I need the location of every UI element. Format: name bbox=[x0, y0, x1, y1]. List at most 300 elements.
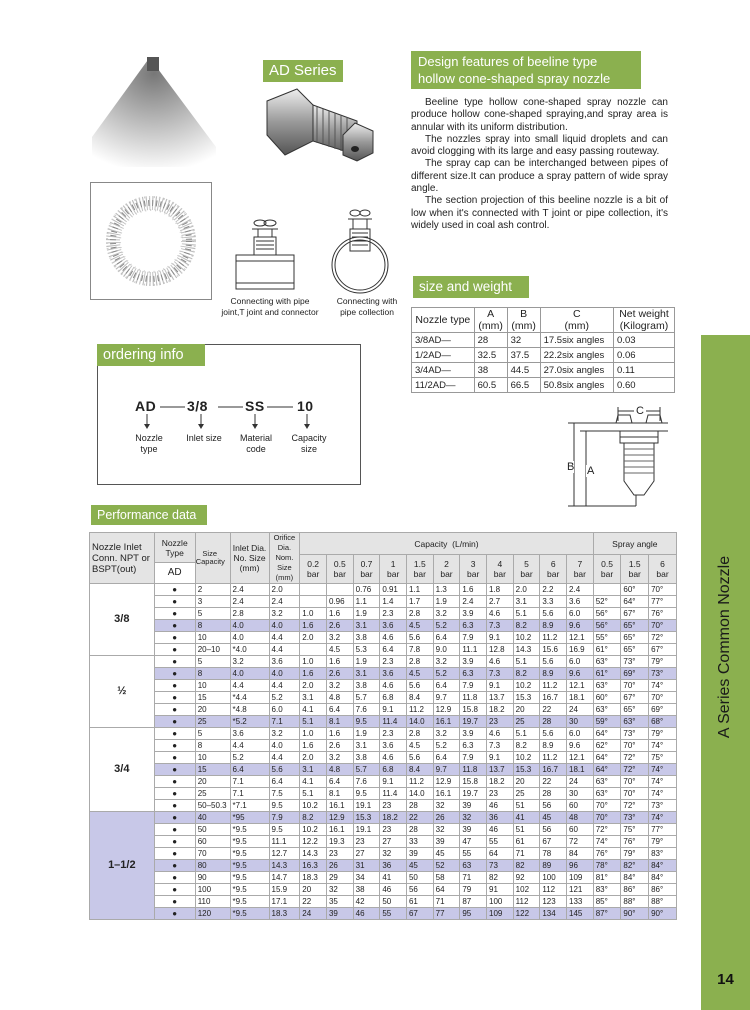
capacity-cell: 13.7 bbox=[487, 692, 514, 704]
capacity-cell: 4.6 bbox=[380, 752, 407, 764]
capacity-cell: 58 bbox=[433, 872, 460, 884]
sidebar-text: A Series Common Nozzle bbox=[716, 555, 733, 739]
bullet-icon: ● bbox=[154, 800, 195, 812]
page-number: 14 bbox=[701, 960, 750, 1010]
capacity-cell: 5.1 bbox=[513, 656, 540, 668]
angle-cell: 56° bbox=[593, 620, 621, 632]
angle-cell: 72° bbox=[621, 764, 649, 776]
table-row bbox=[90, 728, 677, 740]
angle-cell: 73° bbox=[621, 728, 649, 740]
cell-cap: 20–10 bbox=[195, 644, 230, 656]
cell-cap: 20 bbox=[195, 704, 230, 716]
capacity-cell: 0.76 bbox=[353, 584, 380, 596]
capacity-cell: 5.1 bbox=[513, 728, 540, 740]
bullet-icon: ● bbox=[154, 824, 195, 836]
angle-cell: 82° bbox=[621, 860, 649, 872]
cell-inlet: *9.5 bbox=[230, 848, 269, 860]
table-row bbox=[90, 872, 677, 884]
capacity-cell: 1.4 bbox=[380, 596, 407, 608]
capacity-cell: 3.2 bbox=[433, 656, 460, 668]
cell-cap: 20 bbox=[195, 776, 230, 788]
capacity-cell: 52 bbox=[433, 860, 460, 872]
pipe-caption-line1: Connecting with bbox=[336, 296, 398, 306]
bullet-icon: ● bbox=[154, 716, 195, 728]
cell-inlet: 5.2 bbox=[230, 752, 269, 764]
angle-cell: 76° bbox=[621, 836, 649, 848]
capacity-cell: 22 bbox=[300, 896, 327, 908]
capacity-cell: 4.6 bbox=[380, 632, 407, 644]
capacity-cell: 56 bbox=[540, 800, 567, 812]
capacity-cell: 19.7 bbox=[460, 788, 487, 800]
capacity-cell: 7.3 bbox=[487, 668, 514, 680]
capacity-cell: 38 bbox=[353, 884, 380, 896]
cell-inlet: 4.0 bbox=[230, 668, 269, 680]
size-weight-row bbox=[412, 333, 675, 348]
capacity-cell: 15.8 bbox=[460, 704, 487, 716]
cell-orif: 14.7 bbox=[269, 872, 300, 884]
angle-cell: 79° bbox=[649, 836, 677, 848]
t-joint-caption bbox=[220, 296, 320, 318]
capacity-cell: 3.8 bbox=[353, 632, 380, 644]
capacity-cell: 5.1 bbox=[300, 788, 327, 800]
size-weight-header: Net weight (Kilogram) bbox=[614, 308, 675, 333]
cell-orif: 9.5 bbox=[269, 824, 300, 836]
size-weight-row bbox=[412, 378, 675, 393]
capacity-cell: 45 bbox=[540, 812, 567, 824]
capacity-cell: 102 bbox=[513, 884, 540, 896]
capacity-cell: 3.2 bbox=[326, 632, 353, 644]
capacity-cell: 5.6 bbox=[540, 608, 567, 620]
capacity-cell: 84 bbox=[567, 848, 594, 860]
capacity-cell: 0.96 bbox=[326, 596, 353, 608]
angle-cell: 74° bbox=[649, 776, 677, 788]
capacity-cell: 1.1 bbox=[353, 596, 380, 608]
capacity-cell: 32 bbox=[326, 884, 353, 896]
capacity-cell: 8.1 bbox=[326, 788, 353, 800]
capacity-cell: 16.1 bbox=[433, 716, 460, 728]
capacity-cell: 2.8 bbox=[406, 728, 433, 740]
angle-cell: 84° bbox=[649, 860, 677, 872]
table-row bbox=[90, 896, 677, 908]
ordering-title: ordering info bbox=[97, 344, 205, 366]
cell-inlet: *9.5 bbox=[230, 896, 269, 908]
capacity-cell: 3.9 bbox=[460, 608, 487, 620]
angle-cell: 72° bbox=[621, 800, 649, 812]
capacity-cell: 3.6 bbox=[380, 740, 407, 752]
capacity-cell: 9.1 bbox=[487, 632, 514, 644]
angle-cell: 70° bbox=[621, 740, 649, 752]
angle-cell: 87° bbox=[593, 908, 621, 920]
table-row bbox=[90, 620, 677, 632]
capacity-cell: 78 bbox=[540, 848, 567, 860]
capacity-cell: 7.9 bbox=[460, 752, 487, 764]
capacity-cell: 122 bbox=[513, 908, 540, 920]
angle-cell: 83° bbox=[593, 884, 621, 896]
capacity-cell: 30 bbox=[567, 788, 594, 800]
capacity-cell: 25 bbox=[513, 788, 540, 800]
design-description bbox=[411, 97, 668, 232]
size-weight-cell: 28 bbox=[474, 333, 507, 348]
capacity-cell: 121 bbox=[567, 884, 594, 896]
capacity-cell: 79 bbox=[460, 884, 487, 896]
capacity-cell: 23 bbox=[326, 848, 353, 860]
capacity-cell: 3.1 bbox=[300, 692, 327, 704]
pipe-caption-line2: pipe collection bbox=[340, 307, 394, 317]
capacity-cell: 9.6 bbox=[567, 620, 594, 632]
bullet-icon: ● bbox=[154, 836, 195, 848]
capacity-cell: 1.6 bbox=[326, 656, 353, 668]
header-pressure: 6 bar bbox=[540, 555, 567, 584]
cell-inlet: 4.0 bbox=[230, 632, 269, 644]
capacity-cell: 100 bbox=[487, 896, 514, 908]
angle-cell: 84° bbox=[621, 872, 649, 884]
header-pressure: 7 bar bbox=[567, 555, 594, 584]
cell-cap: 120 bbox=[195, 908, 230, 920]
capacity-cell: 18.2 bbox=[380, 812, 407, 824]
capacity-cell: 10.2 bbox=[300, 800, 327, 812]
size-weight-cell: 0.11 bbox=[614, 363, 675, 378]
design-paragraph: The section projection of this beeline nozzle is a bit of low when it's connected with T joint or pipe collection, it's widely used in coal ash control. bbox=[411, 195, 668, 231]
capacity-cell: 6.8 bbox=[380, 764, 407, 776]
table-row bbox=[90, 680, 677, 692]
size-weight-cell: 3/8AD— bbox=[412, 333, 475, 348]
capacity-cell: 11.2 bbox=[540, 752, 567, 764]
table-row bbox=[90, 860, 677, 872]
capacity-cell: 64 bbox=[487, 848, 514, 860]
capacity-cell: 145 bbox=[567, 908, 594, 920]
angle-cell: 86° bbox=[649, 884, 677, 896]
capacity-cell: 1.9 bbox=[353, 656, 380, 668]
cell-orif: 7.1 bbox=[269, 716, 300, 728]
bullet-icon: ● bbox=[154, 860, 195, 872]
bullet-icon: ● bbox=[154, 728, 195, 740]
capacity-cell: 109 bbox=[567, 872, 594, 884]
capacity-cell: 4.8 bbox=[326, 692, 353, 704]
capacity-cell: 3.8 bbox=[353, 752, 380, 764]
capacity-cell: 2.8 bbox=[406, 608, 433, 620]
capacity-cell: 23 bbox=[487, 788, 514, 800]
capacity-cell: 95 bbox=[460, 908, 487, 920]
capacity-cell: 4.6 bbox=[487, 656, 514, 668]
capacity-cell: 71 bbox=[460, 872, 487, 884]
size-weight-cell: 44.5 bbox=[507, 363, 540, 378]
capacity-cell: 6.3 bbox=[460, 668, 487, 680]
capacity-cell: 50 bbox=[406, 872, 433, 884]
ordering-code-inlet: 3/8 bbox=[187, 398, 208, 414]
table-row bbox=[90, 752, 677, 764]
cell-orif: 15.9 bbox=[269, 884, 300, 896]
size-weight-cell: 60.5 bbox=[474, 378, 507, 393]
angle-cell: 74° bbox=[649, 812, 677, 824]
capacity-cell: 5.7 bbox=[353, 764, 380, 776]
angle-cell: 70° bbox=[621, 680, 649, 692]
capacity-cell: 2.0 bbox=[300, 752, 327, 764]
cell-orif: 12.7 bbox=[269, 848, 300, 860]
capacity-cell: 33 bbox=[406, 836, 433, 848]
capacity-cell: 47 bbox=[460, 836, 487, 848]
cell-orif: 3.2 bbox=[269, 728, 300, 740]
ordering-label-type: Nozzle type bbox=[135, 433, 163, 454]
angle-cell: 65° bbox=[621, 632, 649, 644]
cell-cap: 70 bbox=[195, 848, 230, 860]
capacity-cell: 2.6 bbox=[326, 740, 353, 752]
capacity-cell: 19.1 bbox=[353, 800, 380, 812]
angle-cell: 60° bbox=[593, 692, 621, 704]
series-label: AD Series bbox=[263, 60, 343, 82]
capacity-cell: 67 bbox=[406, 908, 433, 920]
bullet-icon: ● bbox=[154, 704, 195, 716]
capacity-cell: 1.6 bbox=[460, 584, 487, 596]
capacity-cell: 11.1 bbox=[460, 644, 487, 656]
design-paragraph: The spray cap can be interchanged between pipes of different size.It can produce a spray pattern of wide spray angle. bbox=[411, 158, 668, 195]
capacity-cell: 56 bbox=[406, 884, 433, 896]
capacity-cell: 27 bbox=[380, 836, 407, 848]
capacity-cell: 91 bbox=[487, 884, 514, 896]
capacity-cell: 72 bbox=[567, 836, 594, 848]
cell-inlet: *9.5 bbox=[230, 884, 269, 896]
cell-cap: 60 bbox=[195, 836, 230, 848]
angle-cell: 64° bbox=[593, 764, 621, 776]
bullet-icon: ● bbox=[154, 740, 195, 752]
bullet-icon: ● bbox=[154, 680, 195, 692]
cell-orif: 4.0 bbox=[269, 620, 300, 632]
capacity-cell: 22 bbox=[406, 812, 433, 824]
angle-cell: 77° bbox=[649, 596, 677, 608]
spray-pattern-image bbox=[90, 182, 212, 300]
capacity-cell: 4.5 bbox=[326, 644, 353, 656]
angle-cell: 70° bbox=[649, 692, 677, 704]
cell-cap: 8 bbox=[195, 620, 230, 632]
capacity-cell: 9.1 bbox=[380, 704, 407, 716]
capacity-cell: 3.2 bbox=[433, 608, 460, 620]
capacity-cell: 23 bbox=[353, 836, 380, 848]
capacity-cell: 39 bbox=[433, 836, 460, 848]
size-weight-header: Nozzle type bbox=[412, 308, 475, 333]
capacity-cell: 23 bbox=[380, 824, 407, 836]
capacity-cell: 28 bbox=[540, 716, 567, 728]
dimension-label-c: C bbox=[636, 405, 644, 417]
capacity-cell: 36 bbox=[487, 812, 514, 824]
capacity-cell: 5.2 bbox=[433, 668, 460, 680]
table-row bbox=[90, 776, 677, 788]
header-type-code: AD bbox=[154, 563, 195, 584]
capacity-cell: 5.6 bbox=[540, 656, 567, 668]
cell-orif: 3.2 bbox=[269, 608, 300, 620]
capacity-cell: 48 bbox=[567, 812, 594, 824]
capacity-cell: 15.8 bbox=[460, 776, 487, 788]
capacity-cell: 5.6 bbox=[406, 680, 433, 692]
capacity-cell: 32 bbox=[380, 848, 407, 860]
capacity-cell: 27 bbox=[353, 848, 380, 860]
bullet-icon: ● bbox=[154, 596, 195, 608]
capacity-cell: 15.6 bbox=[540, 644, 567, 656]
capacity-cell: 8.9 bbox=[540, 620, 567, 632]
capacity-cell: 2.7 bbox=[487, 596, 514, 608]
angle-cell: 70° bbox=[649, 620, 677, 632]
header-pressure: 5 bar bbox=[513, 555, 540, 584]
cell-cap: 15 bbox=[195, 692, 230, 704]
header-pressure: 2 bar bbox=[433, 555, 460, 584]
angle-cell: 65° bbox=[621, 620, 649, 632]
cell-inlet: *9.5 bbox=[230, 872, 269, 884]
angle-cell: 59° bbox=[593, 716, 621, 728]
capacity-cell: 15.3 bbox=[513, 692, 540, 704]
capacity-cell: 2.3 bbox=[380, 608, 407, 620]
capacity-cell: 6.3 bbox=[460, 620, 487, 632]
capacity-cell: 11.2 bbox=[406, 776, 433, 788]
header-conn: Nozzle Inlet Conn. NPT or BSPT(out) bbox=[90, 533, 155, 584]
cell-inlet: 4.0 bbox=[230, 620, 269, 632]
capacity-cell: 3.1 bbox=[513, 596, 540, 608]
header-pressure: 0.5 bar bbox=[326, 555, 353, 584]
angle-cell: 73° bbox=[621, 812, 649, 824]
capacity-cell: 28 bbox=[406, 800, 433, 812]
cell-cap: 25 bbox=[195, 788, 230, 800]
capacity-cell: 3.6 bbox=[567, 596, 594, 608]
capacity-cell: 3.8 bbox=[353, 680, 380, 692]
table-row bbox=[90, 644, 677, 656]
design-paragraph: Beeline type hollow cone-shaped spray nozzle can produce hollow cone-shaped spraying,and spray area is annular with its uniform distribution. bbox=[411, 97, 668, 133]
cell-inlet: 7.1 bbox=[230, 788, 269, 800]
cell-inlet: *4.0 bbox=[230, 644, 269, 656]
cell-orif: 11.1 bbox=[269, 836, 300, 848]
capacity-cell: 26 bbox=[326, 860, 353, 872]
capacity-cell: 1.9 bbox=[353, 728, 380, 740]
ordering-code-capacity: 10 bbox=[297, 398, 314, 414]
capacity-cell: 2.3 bbox=[380, 728, 407, 740]
dimension-label-b: B bbox=[567, 461, 575, 473]
capacity-cell: 0.91 bbox=[380, 584, 407, 596]
capacity-cell: 18.2 bbox=[487, 704, 514, 716]
capacity-cell: 3.6 bbox=[380, 620, 407, 632]
angle-cell: 79° bbox=[649, 656, 677, 668]
capacity-cell: 2.6 bbox=[326, 668, 353, 680]
angle-cell: 73° bbox=[649, 800, 677, 812]
performance-title: Performance data bbox=[91, 505, 207, 525]
cell-cap: 5 bbox=[195, 728, 230, 740]
capacity-cell: 87 bbox=[460, 896, 487, 908]
capacity-cell: 1.0 bbox=[300, 656, 327, 668]
capacity-cell: 71 bbox=[513, 848, 540, 860]
capacity-cell: 45 bbox=[406, 860, 433, 872]
capacity-cell: 12.1 bbox=[567, 680, 594, 692]
bullet-icon: ● bbox=[154, 608, 195, 620]
capacity-cell: 14.3 bbox=[513, 644, 540, 656]
capacity-cell: 28 bbox=[540, 788, 567, 800]
cell-cap: 10 bbox=[195, 752, 230, 764]
cell-orif: 6.0 bbox=[269, 704, 300, 716]
capacity-cell: 11.2 bbox=[540, 680, 567, 692]
table-row bbox=[90, 692, 677, 704]
cell-inlet: 4.4 bbox=[230, 680, 269, 692]
capacity-cell: 3.9 bbox=[460, 728, 487, 740]
capacity-cell: 3.2 bbox=[433, 728, 460, 740]
capacity-cell: 2.2 bbox=[540, 584, 567, 596]
capacity-cell: 1.0 bbox=[300, 728, 327, 740]
size-weight-cell: 22.2six angles bbox=[540, 348, 613, 363]
capacity-cell: 5.7 bbox=[353, 692, 380, 704]
capacity-cell: 4.5 bbox=[406, 740, 433, 752]
capacity-cell: 39 bbox=[460, 800, 487, 812]
angle-cell: 88° bbox=[621, 896, 649, 908]
table-row bbox=[90, 836, 677, 848]
capacity-cell: 55 bbox=[460, 848, 487, 860]
angle-cell: 88° bbox=[649, 896, 677, 908]
capacity-cell: 3.1 bbox=[300, 764, 327, 776]
capacity-cell: 46 bbox=[353, 908, 380, 920]
ordering-code-material: SS bbox=[245, 398, 265, 414]
cell-inlet: *9.5 bbox=[230, 836, 269, 848]
capacity-cell: 16.7 bbox=[540, 764, 567, 776]
cell-orif: 5.6 bbox=[269, 764, 300, 776]
cell-cap: 10 bbox=[195, 632, 230, 644]
table-row bbox=[90, 584, 677, 596]
table-row bbox=[90, 608, 677, 620]
design-paragraph: The nozzles spray into small liquid droplets and can avoid clogging with its large and easy passing routeway. bbox=[411, 133, 668, 158]
header-capacity: Capacity (L/min) bbox=[300, 533, 593, 555]
cell-inlet: *4.8 bbox=[230, 704, 269, 716]
capacity-cell: 56 bbox=[540, 824, 567, 836]
angle-cell: 67° bbox=[621, 692, 649, 704]
angle-cell: 70° bbox=[621, 788, 649, 800]
header-pressure: 1.5 bar bbox=[406, 555, 433, 584]
capacity-cell: 4.5 bbox=[406, 668, 433, 680]
table-row bbox=[90, 884, 677, 896]
cell-cap: 8 bbox=[195, 740, 230, 752]
t-joint-caption-line1: Connecting with pipe bbox=[230, 296, 310, 306]
capacity-cell: 24 bbox=[300, 908, 327, 920]
angle-cell: 74° bbox=[649, 680, 677, 692]
capacity-cell: 61 bbox=[513, 836, 540, 848]
cell-orif: 4.0 bbox=[269, 668, 300, 680]
capacity-cell: 2.0 bbox=[300, 632, 327, 644]
capacity-cell: 8.2 bbox=[513, 740, 540, 752]
capacity-cell: 4.1 bbox=[300, 776, 327, 788]
capacity-cell: 15.3 bbox=[353, 812, 380, 824]
cell-orif: 4.0 bbox=[269, 740, 300, 752]
capacity-cell: 32 bbox=[433, 824, 460, 836]
capacity-cell: 92 bbox=[513, 872, 540, 884]
capacity-cell: 51 bbox=[513, 800, 540, 812]
capacity-cell: 23 bbox=[487, 716, 514, 728]
angle-cell: 63° bbox=[593, 776, 621, 788]
t-joint-caption-line2: joint,T joint and connector bbox=[221, 307, 319, 317]
capacity-cell: 3.3 bbox=[540, 596, 567, 608]
capacity-cell: 9.5 bbox=[353, 716, 380, 728]
capacity-cell: 7.3 bbox=[487, 620, 514, 632]
capacity-cell: 73 bbox=[487, 860, 514, 872]
capacity-cell: 20 bbox=[300, 884, 327, 896]
size-weight-cell: 0.03 bbox=[614, 333, 675, 348]
bullet-icon: ● bbox=[154, 656, 195, 668]
performance-header-row bbox=[90, 533, 677, 555]
angle-cell: 60° bbox=[621, 584, 649, 596]
angle-cell: 90° bbox=[649, 908, 677, 920]
cell-inlet: 3.6 bbox=[230, 728, 269, 740]
capacity-cell: 12.1 bbox=[567, 632, 594, 644]
capacity-cell: 63 bbox=[460, 860, 487, 872]
capacity-cell: 55 bbox=[487, 836, 514, 848]
angle-cell: 63° bbox=[593, 656, 621, 668]
capacity-cell: 4.5 bbox=[406, 620, 433, 632]
capacity-cell: 45 bbox=[433, 848, 460, 860]
table-row bbox=[90, 812, 677, 824]
capacity-cell: 7.9 bbox=[460, 680, 487, 692]
capacity-cell bbox=[300, 644, 327, 656]
capacity-cell: 9.1 bbox=[487, 680, 514, 692]
capacity-cell: 1.6 bbox=[326, 608, 353, 620]
cell-orif: 6.4 bbox=[269, 776, 300, 788]
